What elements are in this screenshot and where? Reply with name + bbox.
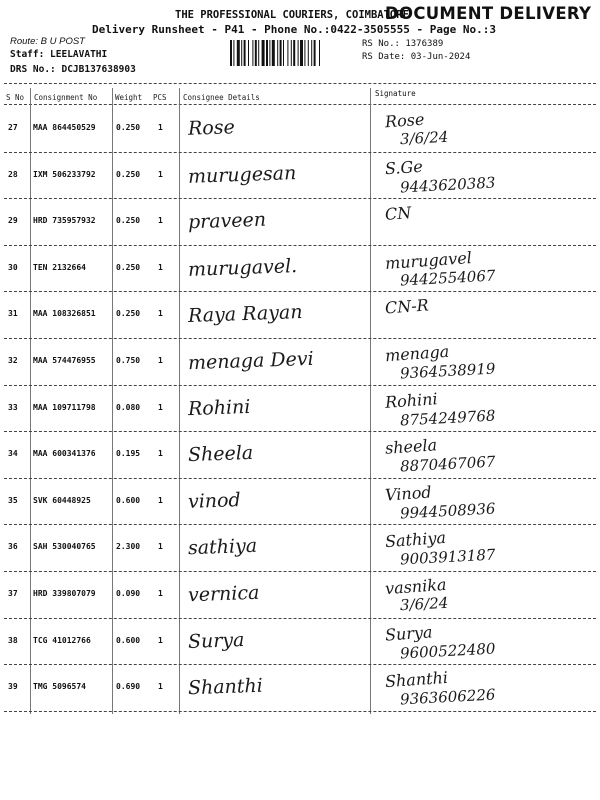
row-consignee-name: murugesan	[187, 161, 297, 188]
column-divider	[179, 88, 180, 714]
rs-number: RS No.: 1376389	[362, 39, 444, 49]
column-divider	[30, 88, 31, 714]
row-weight: 0.750	[116, 356, 141, 365]
row-consignment-no: MAA 109711798	[33, 402, 96, 412]
row-phone: 9944508936	[399, 499, 496, 523]
column-divider	[370, 88, 371, 714]
row-weight: 0.250	[116, 262, 141, 272]
row-weight: 0.600	[116, 635, 141, 645]
row-sno: 33	[8, 402, 18, 412]
barcode-bar	[291, 40, 292, 66]
row-consignee-name: Shanthi	[187, 674, 264, 700]
drs-number: DRS No.: DCJB137638903	[10, 64, 136, 75]
row-phone: 9442554067	[399, 266, 496, 290]
row-consignee-name: murugavel.	[187, 254, 298, 281]
row-signature: vasnika	[384, 574, 448, 599]
row-sno: 36	[8, 542, 18, 552]
row-sno: 34	[8, 449, 18, 459]
staff-label: Staff: LEELAVATHI	[10, 49, 108, 60]
row-signature: murugavel	[384, 247, 473, 273]
barcode-bar	[255, 40, 257, 66]
row-signature: CN-R	[384, 295, 430, 318]
column-divider	[112, 88, 113, 714]
row-sno: 29	[8, 216, 18, 226]
row-signature: Surya	[384, 621, 434, 645]
rs-info	[362, 38, 470, 64]
row-weight: 0.250	[116, 169, 141, 179]
barcode-bar	[319, 40, 320, 66]
row-signature: Rohini	[384, 388, 439, 412]
row-consignment-no: MAA 574476955	[33, 356, 96, 365]
row-consignee-name: vinod	[187, 488, 242, 513]
row-weight: 2.300	[116, 542, 141, 552]
row-consignment-no: SVK 60448925	[33, 495, 91, 505]
row-divider	[4, 152, 596, 153]
row-divider	[4, 571, 596, 572]
row-consignee-name: praveen	[187, 208, 267, 234]
row-consignee-name: vernica	[187, 581, 260, 607]
row-consignment-no: HRD 735957932	[33, 216, 96, 226]
row-signature: Rose	[384, 109, 425, 132]
row-pcs: 1	[158, 309, 163, 319]
barcode-bar	[248, 40, 249, 66]
row-signature: Vinod	[384, 482, 433, 505]
row-divider	[4, 478, 596, 479]
barcode-bar	[280, 40, 282, 66]
barcode-bar	[308, 40, 309, 66]
row-consignee-name: Rose	[187, 116, 236, 140]
row-weight: 0.600	[116, 495, 141, 505]
col-signature-header: Signature	[375, 89, 416, 98]
row-phone: 9600522480	[399, 639, 496, 663]
row-sno: 39	[8, 682, 18, 692]
row-consignee-name: menaga Devi	[187, 347, 315, 375]
row-weight: 0.250	[116, 216, 141, 226]
row-divider	[4, 245, 596, 246]
barcode-bar	[241, 40, 242, 66]
row-consignment-no: HRD 339807079	[33, 589, 96, 598]
barcode-bar	[237, 40, 240, 66]
row-pcs: 1	[158, 542, 163, 552]
row-consignment-no: IXM 506233792	[33, 169, 96, 179]
row-divider	[4, 618, 596, 619]
row-pcs: 1	[158, 123, 163, 132]
row-consignment-no: SAH 530040765	[33, 542, 96, 552]
row-pcs: 1	[158, 589, 163, 598]
row-signature: Shanthi	[384, 668, 449, 692]
row-pcs: 1	[158, 495, 163, 505]
row-consignment-no: TMG 5096574	[33, 682, 86, 692]
row-pcs: 1	[158, 262, 163, 272]
row-consignment-no: MAA 108326851	[33, 309, 96, 319]
barcode-bar	[293, 40, 295, 66]
row-weight: 0.090	[116, 589, 141, 598]
row-signature: S.Ge	[384, 156, 424, 178]
row-signature: menaga	[384, 341, 450, 366]
row-consignment-no: MAA 600341376	[33, 449, 96, 459]
row-phone: 9443620383	[399, 173, 496, 197]
row-divider	[4, 524, 596, 525]
row-consignee-name: Rohini	[187, 395, 251, 420]
row-signature: Sathiya	[384, 528, 447, 552]
row-pcs: 1	[158, 402, 163, 412]
barcode-bar	[269, 40, 270, 66]
row-signature: CN	[384, 203, 412, 225]
barcode-bar	[266, 40, 268, 66]
row-phone: 3/6/24	[399, 593, 449, 615]
barcode-bar	[252, 40, 253, 66]
row-sno: 28	[8, 169, 18, 179]
barcode-bar	[311, 40, 312, 66]
row-sno: 30	[8, 262, 18, 272]
col-consignment-header: Consignment No	[34, 93, 98, 102]
row-pcs: 1	[158, 356, 163, 365]
row-consignee-name: Raya Rayan	[187, 301, 303, 328]
row-sno: 38	[8, 635, 18, 645]
row-pcs: 1	[158, 635, 163, 645]
row-consignment-no: TEN 2132664	[33, 262, 86, 272]
row-weight: 0.080	[116, 402, 141, 412]
row-sno: 31	[8, 309, 18, 319]
barcode-bar	[272, 40, 275, 66]
rs-date: RS Date: 03-Jun-2024	[362, 52, 471, 62]
row-signature: sheela	[384, 435, 438, 458]
row-sno: 32	[8, 356, 18, 365]
row-divider	[4, 431, 596, 432]
barcode-bar	[287, 40, 288, 66]
row-consignment-no: TCG 41012766	[33, 635, 91, 645]
barcode-bar	[314, 40, 316, 66]
row-consignment-no: MAA 864450529	[33, 123, 96, 132]
row-phone: 8754249768	[399, 406, 496, 430]
header-bottom-rule	[4, 104, 596, 105]
barcode-bar	[300, 40, 303, 66]
barcode-bar	[304, 40, 305, 66]
row-weight: 0.195	[116, 449, 141, 459]
company-name: THE PROFESSIONAL COURIERS, COIMBATORE	[175, 9, 409, 21]
row-consignee-name: Sheela	[187, 442, 254, 467]
row-divider	[4, 198, 596, 199]
header-top-rule	[4, 83, 596, 84]
row-divider	[4, 664, 596, 665]
row-pcs: 1	[158, 216, 163, 226]
barcode-bar	[244, 40, 246, 66]
barcode-bar	[298, 40, 299, 66]
row-divider	[4, 338, 596, 339]
row-consignee-name: sathiya	[187, 535, 258, 560]
row-pcs: 1	[158, 449, 163, 459]
row-phone: 9003913187	[399, 545, 496, 569]
row-phone: 9364538919	[399, 359, 496, 383]
row-phone: 3/6/24	[399, 127, 449, 149]
col-consignee-header: Consignee Details	[183, 93, 260, 102]
document-delivery-stamp: DOCUMENT DELIVERY	[385, 4, 592, 23]
row-weight: 0.250	[116, 309, 141, 319]
route-label: Route: B U POST	[10, 36, 85, 47]
col-weight-header: Weight	[115, 93, 143, 102]
barcode-bar	[258, 40, 259, 66]
row-weight: 0.250	[116, 123, 141, 132]
row-divider	[4, 711, 596, 712]
barcode-bar	[277, 40, 278, 66]
row-divider	[4, 291, 596, 292]
barcode-bar	[233, 40, 234, 66]
row-weight: 0.690	[116, 682, 141, 692]
row-sno: 27	[8, 123, 18, 132]
row-phone: 8870467067	[399, 452, 496, 476]
row-divider	[4, 385, 596, 386]
col-pcs-header: PCS	[153, 93, 167, 102]
barcode-bar	[283, 40, 284, 66]
barcode-image	[230, 40, 352, 66]
row-pcs: 1	[158, 682, 163, 692]
row-phone: 9363606226	[399, 685, 496, 709]
row-consignee-name: Surya	[187, 628, 245, 653]
runsheet-title: Delivery Runsheet - P41 - Phone No.:0422-3505555 - Page No.:3	[92, 23, 496, 36]
row-sno: 35	[8, 495, 18, 505]
row-pcs: 1	[158, 169, 163, 179]
barcode-bar	[230, 40, 232, 66]
barcode-bar	[262, 40, 265, 66]
row-sno: 37	[8, 589, 18, 598]
col-sno-header: S No	[6, 93, 25, 102]
